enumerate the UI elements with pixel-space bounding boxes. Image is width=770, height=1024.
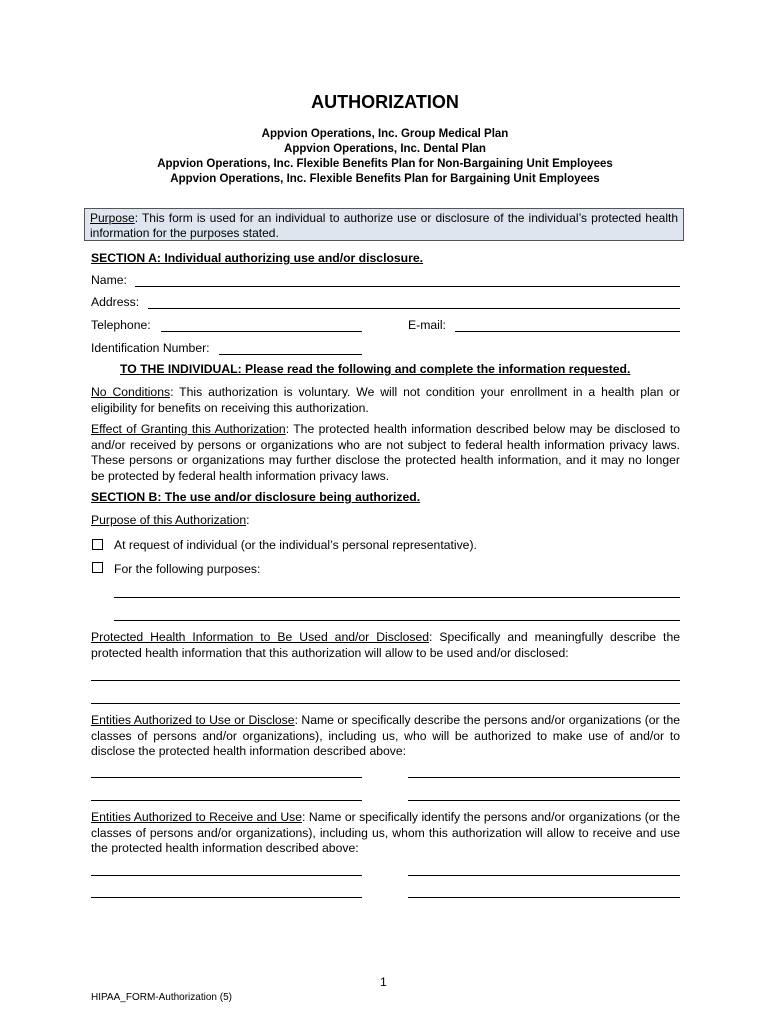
effect-paragraph xyxy=(91,422,680,484)
effect-text: : The protected health information described below may be disclosed to and/or received by persons or organizations who are not subject to federal health information privacy laws. These persons or organizations may further disclose the protected health information, and it may no longer be protected by federal health information privacy laws. xyxy=(91,422,680,483)
checkbox-following-purposes[interactable] xyxy=(92,562,103,573)
entities-receive-line[interactable] xyxy=(91,897,362,898)
entities-receive-line[interactable] xyxy=(408,875,680,876)
address-field[interactable] xyxy=(148,308,680,309)
plan-name: Appvion Operations, Inc. Flexible Benefits Plan for Non-Bargaining Unit Employees xyxy=(157,158,613,170)
option-following-purposes: For the following purposes: xyxy=(114,562,261,576)
phi-paragraph xyxy=(91,630,680,661)
entities-receive-text: : Name or specifically identify the persons and/or organizations (or the classes of persons and/or organizations), including us, whom this authorization will allow to receive and use the protected health information described above: xyxy=(91,810,680,855)
footer-text: HIPAA_FORM-Authorization (5) xyxy=(91,992,232,1003)
page-number: 1 xyxy=(380,975,387,989)
purpose-box xyxy=(84,208,684,241)
id-number-label: Identification Number: xyxy=(91,341,210,355)
name-label: Name: xyxy=(91,273,127,287)
purpose-text: : This form is used for an individual to authorize use or disclosure of the individual’s protected health information for the purposes stated. xyxy=(90,211,678,240)
email-label: E-mail: xyxy=(408,318,446,332)
phi-text: : Specifically and meaningfully describe the protected health information that this authorization will allow to be used and/or disclosed: xyxy=(91,630,680,660)
no-conditions-paragraph xyxy=(91,385,680,416)
purpose-of-authorization-text: Purpose of this Authorization xyxy=(91,513,247,527)
id-number-field[interactable] xyxy=(219,354,362,355)
entities-receive-line[interactable] xyxy=(91,875,362,876)
phi-line[interactable] xyxy=(91,680,680,681)
email-field[interactable] xyxy=(455,331,680,332)
no-conditions-text: : This authorization is voluntary. We will not condition your enrollment in a health plan or eligibility for benefits on receiving this authorization. xyxy=(91,385,680,415)
page-title: AUTHORIZATION xyxy=(311,92,459,112)
entities-receive-line[interactable] xyxy=(408,897,680,898)
plan-name: Appvion Operations, Inc. Dental Plan xyxy=(284,143,486,155)
entities-use-line[interactable] xyxy=(408,777,680,778)
purpose-of-authorization-label xyxy=(91,513,250,529)
entities-use-line[interactable] xyxy=(91,777,362,778)
plan-name: Appvion Operations, Inc. Flexible Benefits Plan for Bargaining Unit Employees xyxy=(170,173,600,185)
phi-line[interactable] xyxy=(91,703,680,704)
purposes-line[interactable] xyxy=(114,620,680,621)
section-a-heading: SECTION A: Individual authorizing use and/or disclosure. xyxy=(91,251,424,265)
telephone-field[interactable] xyxy=(161,331,362,332)
plan-list xyxy=(0,127,770,187)
no-conditions-label: No Conditions xyxy=(91,385,171,399)
purpose-label: Purpose xyxy=(90,211,135,225)
entities-use-line[interactable] xyxy=(91,800,362,801)
to-individual-heading: TO THE INDIVIDUAL: Please read the following and complete the information requested. xyxy=(120,362,631,376)
plan-name: Appvion Operations, Inc. Group Medical Plan xyxy=(261,128,509,140)
effect-label: Effect of Granting this Authorization xyxy=(91,422,286,436)
entities-use-paragraph xyxy=(91,713,680,760)
name-field[interactable] xyxy=(135,286,680,287)
address-label: Address: xyxy=(91,295,140,309)
purposes-line[interactable] xyxy=(114,597,680,598)
entities-receive-paragraph xyxy=(91,810,680,857)
telephone-label: Telephone: xyxy=(91,318,151,332)
purpose-colon: : xyxy=(246,513,250,527)
section-b-heading: SECTION B: The use and/or disclosure being authorized. xyxy=(91,490,421,504)
entities-receive-label: Entities Authorized to Receive and Use xyxy=(91,810,303,824)
option-request-of-individual: At request of individual (or the individual’s personal representative). xyxy=(114,538,477,552)
entities-use-line[interactable] xyxy=(408,800,680,801)
checkbox-request-of-individual[interactable] xyxy=(92,539,103,550)
entities-use-label: Entities Authorized to Use or Disclose xyxy=(91,713,295,727)
phi-label: Protected Health Information to Be Used and/or Disclosed xyxy=(91,630,430,644)
entities-use-text: : Name or specifically describe the persons and/or organizations (or the classes of persons and/or organizations), including us, who will be authorized to make use of and/or to disclose the protected health information described above: xyxy=(91,713,681,758)
